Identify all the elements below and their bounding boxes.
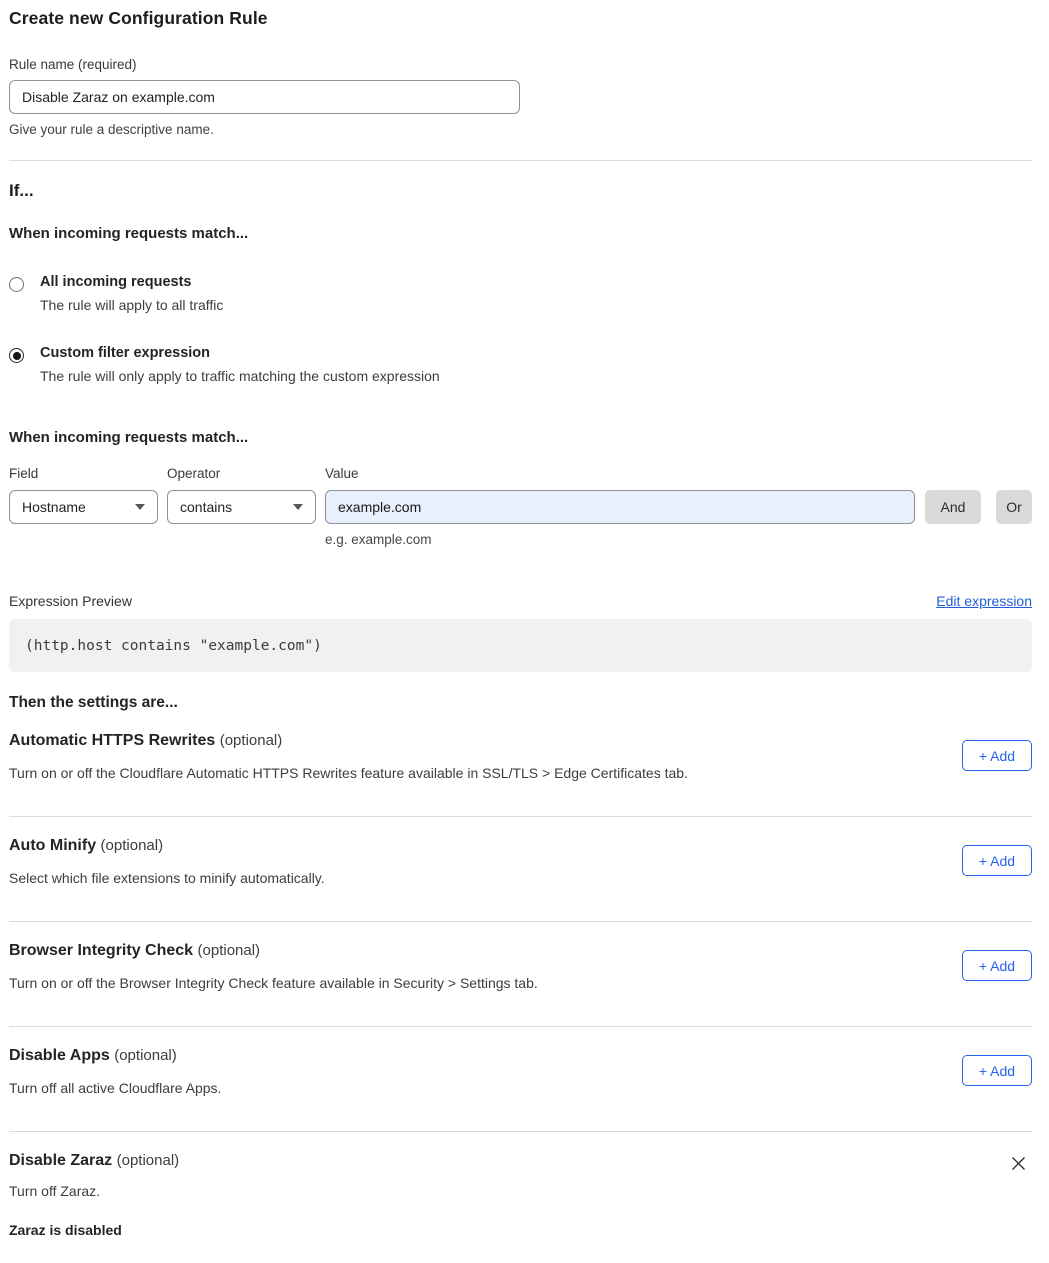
setting-optional-tag: (optional) bbox=[114, 1047, 177, 1064]
section-divider bbox=[9, 160, 1032, 161]
add-browser-integrity-check-button[interactable]: + Add bbox=[962, 950, 1032, 981]
remove-disable-zaraz-button[interactable] bbox=[1009, 1154, 1028, 1176]
expression-preview-header bbox=[9, 593, 1032, 609]
rule-name-input[interactable] bbox=[9, 80, 520, 114]
radio-custom-filter-desc: The rule will only apply to traffic matching the custom expression bbox=[40, 368, 440, 384]
expression-preview-box bbox=[9, 619, 1032, 672]
setting-title: Disable Apps bbox=[9, 1047, 110, 1064]
setting-title: Auto Minify bbox=[9, 837, 97, 854]
rule-name-helper: Give your rule a descriptive name. bbox=[9, 122, 214, 137]
radio-all-requests[interactable] bbox=[9, 277, 24, 292]
if-heading: If... bbox=[9, 181, 34, 200]
setting-description: Turn on or off the Browser Integrity Check feature available in Security > Settings tab. bbox=[9, 975, 538, 991]
radio-custom-filter-label: Custom filter expression bbox=[40, 345, 211, 361]
add-auto-minify-button[interactable]: + Add bbox=[962, 845, 1032, 876]
add-automatic-https-rewrites-button[interactable]: + Add bbox=[962, 740, 1032, 771]
radio-all-requests-label: All incoming requests bbox=[40, 274, 192, 290]
field-select-value: Hostname bbox=[22, 499, 86, 515]
radio-custom-filter[interactable] bbox=[9, 348, 24, 363]
setting-disable-apps bbox=[9, 1027, 1032, 1132]
radio-option-custom-filter[interactable] bbox=[9, 345, 1032, 384]
setting-optional-tag: (optional) bbox=[219, 732, 283, 749]
setting-optional-tag: (optional) bbox=[116, 1152, 180, 1169]
page-title: Create new Configuration Rule bbox=[9, 8, 268, 28]
expression-builder-row bbox=[9, 466, 1032, 524]
setting-browser-integrity-check bbox=[9, 922, 1032, 1027]
setting-title: Browser Integrity Check bbox=[9, 942, 194, 959]
setting-description: Turn off all active Cloudflare Apps. bbox=[9, 1080, 222, 1096]
match-heading-2: When incoming requests match... bbox=[9, 429, 249, 446]
edit-expression-link[interactable]: Edit expression bbox=[936, 593, 1032, 609]
value-helper: e.g. example.com bbox=[325, 532, 432, 547]
radio-option-all-requests[interactable] bbox=[9, 274, 1032, 313]
setting-description: Turn off Zaraz. bbox=[9, 1183, 101, 1199]
setting-description: Select which file extensions to minify automatically. bbox=[9, 870, 325, 886]
chevron-down-icon bbox=[293, 504, 303, 510]
then-heading: Then the settings are... bbox=[9, 694, 178, 711]
setting-title: Disable Zaraz bbox=[9, 1152, 113, 1169]
setting-disable-zaraz bbox=[9, 1132, 1032, 1238]
radio-all-requests-desc: The rule will apply to all traffic bbox=[40, 297, 224, 313]
close-icon bbox=[1011, 1159, 1026, 1174]
chevron-down-icon bbox=[135, 504, 145, 510]
match-heading-1: When incoming requests match... bbox=[9, 225, 249, 242]
operator-select[interactable] bbox=[167, 490, 316, 524]
rule-name-label: Rule name (required) bbox=[9, 57, 137, 72]
operator-label: Operator bbox=[167, 466, 221, 481]
setting-optional-tag: (optional) bbox=[197, 942, 261, 959]
and-button[interactable]: And bbox=[925, 490, 981, 524]
operator-select-value: contains bbox=[180, 499, 233, 515]
setting-description: Turn on or off the Cloudflare Automatic HTTPS Rewrites feature available in SSL/TLS > Edge Certificates tab. bbox=[9, 765, 688, 781]
expression-preview-code: (http.host contains "example.com") bbox=[25, 637, 322, 654]
setting-optional-tag: (optional) bbox=[100, 837, 164, 854]
value-label: Value bbox=[325, 466, 359, 481]
setting-title: Automatic HTTPS Rewrites bbox=[9, 732, 216, 749]
field-select[interactable] bbox=[9, 490, 158, 524]
expression-preview-label: Expression Preview bbox=[9, 593, 132, 609]
field-label: Field bbox=[9, 466, 39, 481]
zaraz-status-label: Zaraz is disabled bbox=[9, 1222, 122, 1238]
rule-name-section bbox=[9, 57, 1032, 137]
or-button[interactable]: Or bbox=[996, 490, 1032, 524]
setting-automatic-https-rewrites bbox=[9, 712, 1032, 817]
add-disable-apps-button[interactable]: + Add bbox=[962, 1055, 1032, 1086]
setting-auto-minify bbox=[9, 817, 1032, 922]
value-input[interactable] bbox=[325, 490, 915, 524]
